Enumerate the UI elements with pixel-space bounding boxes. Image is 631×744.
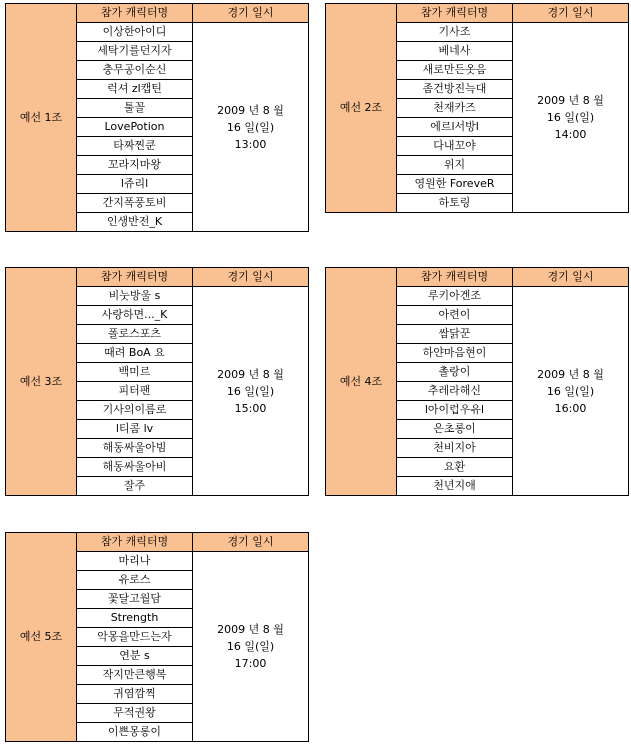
match-day: 16 일(일)	[226, 384, 275, 398]
character-name-cell: 촐랑이	[397, 363, 513, 382]
character-name-cell: 간지폭풍토비	[77, 194, 193, 213]
character-name-cell: 백미르	[77, 363, 193, 382]
group-table	[5, 3, 309, 232]
character-name-cell: 꽃달고월담	[77, 590, 193, 609]
character-name-cell: 에르l서방l	[397, 118, 513, 137]
character-name-cell: 폴로스포츠	[77, 325, 193, 344]
character-name-cell: 사랑하면..._K	[77, 306, 193, 325]
character-name-cell: 때려 BoA 요	[77, 344, 193, 363]
character-name-cell: 기사의이름로	[77, 401, 193, 420]
character-name-cell: 꼬라지마왕	[77, 156, 193, 175]
character-name-cell: 툴꼴	[77, 99, 193, 118]
character-name-cell: 쌈닭꾼	[397, 325, 513, 344]
group-table	[5, 532, 309, 742]
character-name-cell: 충무공이순신	[77, 61, 193, 80]
character-name-cell: l쥬리l	[77, 175, 193, 194]
group-table	[325, 3, 629, 213]
character-name-cell: 세탁기를던지자	[77, 42, 193, 61]
character-name-cell: 하토링	[397, 194, 513, 213]
header-date-col: 경기 일시	[193, 4, 309, 23]
group-table	[325, 267, 629, 496]
header-name-col: 참가 캐릭터명	[77, 4, 193, 23]
character-name-cell: 요환	[397, 458, 513, 477]
character-name-cell: 천재카즈	[397, 99, 513, 118]
match-day: 16 일(일)	[226, 640, 275, 653]
character-name-cell: 비눗방울 s	[77, 287, 193, 306]
match-datetime-cell	[513, 23, 629, 213]
character-name-cell: 새로만든옷음	[397, 61, 513, 80]
match-time: 13:00	[234, 137, 267, 151]
match-datetime-cell	[193, 287, 309, 496]
match-time: 15:00	[234, 401, 267, 415]
character-name-cell: LovePotion	[77, 118, 193, 137]
header-name-col: 참가 캐릭터명	[397, 4, 513, 23]
character-name-cell: 작지만큰행복	[77, 666, 193, 685]
character-name-cell: 연분 s	[77, 647, 193, 666]
character-name-cell: 영원한 ForeveR	[397, 175, 513, 194]
character-name-cell: 좀건방진늑대	[397, 80, 513, 99]
character-name-cell: 하얀마음현이	[397, 344, 513, 363]
character-name-cell: 기사조	[397, 23, 513, 42]
character-name-cell: 천년지애	[397, 477, 513, 496]
character-name-cell: 은초롱이	[397, 420, 513, 439]
character-name-cell: 베네사	[397, 42, 513, 61]
match-datetime-cell	[193, 23, 309, 232]
character-name-cell: 귀염깜찍	[77, 685, 193, 704]
character-name-cell: 유로스	[77, 571, 193, 590]
character-name-cell: 악몽을만드는자	[77, 628, 193, 647]
character-name-cell: 이쁜몽롱이	[77, 723, 193, 742]
group-label: 예선 3조	[6, 268, 77, 496]
match-date: 2009 년 8 월	[217, 103, 284, 117]
match-day: 16 일(일)	[546, 111, 595, 124]
match-date: 2009 년 8 월	[217, 623, 284, 636]
match-datetime-cell	[513, 287, 629, 496]
match-day: 16 일(일)	[226, 120, 275, 134]
match-time: 14:00	[554, 128, 587, 141]
group-table	[5, 267, 309, 496]
character-name-cell: 무적권왕	[77, 704, 193, 723]
character-name-cell: 아련이	[397, 306, 513, 325]
character-name-cell: 위지	[397, 156, 513, 175]
group-label: 예선 2조	[326, 4, 397, 213]
character-name-cell: 피터팬	[77, 382, 193, 401]
character-name-cell: 이상한아이디	[77, 23, 193, 42]
character-name-cell: 해동싸울아비	[77, 458, 193, 477]
match-time: 17:00	[234, 657, 267, 670]
character-name-cell: 인생반전_K	[77, 213, 193, 232]
match-day: 16 일(일)	[546, 384, 595, 398]
match-date: 2009 년 8 월	[537, 367, 604, 381]
character-name-cell: Strength	[77, 609, 193, 628]
header-date-col: 경기 일시	[193, 268, 309, 287]
header-date-col: 경기 일시	[193, 533, 309, 552]
character-name-cell: 다내꼬야	[397, 137, 513, 156]
header-date-col: 경기 일시	[513, 268, 629, 287]
header-date-col: 경기 일시	[513, 4, 629, 23]
character-name-cell: 럭셔 zl캡틴	[77, 80, 193, 99]
header-name-col: 참가 캐릭터명	[397, 268, 513, 287]
header-name-col: 참가 캐릭터명	[77, 268, 193, 287]
group-label: 예선 4조	[326, 268, 397, 496]
character-name-cell: 잘주	[77, 477, 193, 496]
character-name-cell: 천비지아	[397, 439, 513, 458]
character-name-cell: 추레라해신	[397, 382, 513, 401]
character-name-cell: 루키아겐조	[397, 287, 513, 306]
match-date: 2009 년 8 월	[537, 94, 604, 107]
character-name-cell: 해동싸울아빔	[77, 439, 193, 458]
character-name-cell: 타짜찐쿤	[77, 137, 193, 156]
match-date: 2009 년 8 월	[217, 367, 284, 381]
character-name-cell: 마리나	[77, 552, 193, 571]
character-name-cell: l아이럽우유l	[397, 401, 513, 420]
match-datetime-cell	[193, 552, 309, 742]
match-time: 16:00	[554, 401, 587, 415]
character-name-cell: l티콤 lv	[77, 420, 193, 439]
group-label: 예선 1조	[6, 4, 77, 232]
header-name-col: 참가 캐릭터명	[77, 533, 193, 552]
group-label: 예선 5조	[6, 533, 77, 742]
